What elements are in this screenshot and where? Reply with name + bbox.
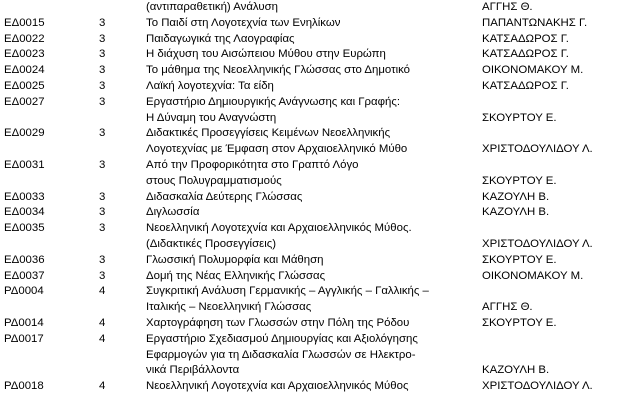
- course-code: ΡΔ0014: [4, 316, 44, 329]
- course-instructor: ΠΑΠΑΝΤΩΝΑΚΗΣ Γ.: [482, 16, 588, 29]
- table-row: [0, 221, 620, 253]
- course-credits: 4: [99, 316, 106, 329]
- course-code: ΕΔ0015: [4, 16, 45, 29]
- course-code: ΕΔ0027: [4, 95, 45, 108]
- course-credits: 4: [99, 380, 106, 393]
- course-credits: 3: [99, 158, 106, 171]
- course-code: ΕΔ0022: [4, 32, 45, 45]
- course-code: ΡΔ0018: [4, 380, 44, 393]
- course-credits: 3: [99, 206, 106, 219]
- course-code: ΕΔ0036: [4, 253, 45, 266]
- course-title-line: Νεοελληνική Λογοτεχνία και Αρχαιοελληνικός Μύθος: [146, 380, 409, 393]
- course-instructor: ΟΙΚΟΝΟΜΑΚΟΥ Μ.: [482, 269, 584, 282]
- table-row: [0, 332, 620, 379]
- table-row: [0, 63, 620, 79]
- table-row: [0, 16, 620, 32]
- course-code: ΕΔ0034: [4, 206, 45, 219]
- course-credits: 3: [99, 190, 106, 203]
- course-instructor: ΟΙΚΟΝΟΜΑΚΟΥ Μ.: [482, 64, 584, 77]
- course-instructor: ΚΑΤΣΑΔΩΡΟΣ Γ.: [482, 32, 569, 45]
- course-code: ΡΔ0004: [4, 285, 44, 298]
- course-title: [146, 79, 476, 95]
- table-row: [0, 47, 620, 63]
- course-code: ΕΔ0029: [4, 127, 45, 140]
- course-instructor: ΧΡΙΣΤΟΔΟΥΛΙΔΟΥ Λ.: [482, 143, 593, 156]
- course-credits: 3: [99, 269, 106, 282]
- course-code: ΕΔ0025: [4, 79, 45, 92]
- table-row: [0, 0, 620, 16]
- course-credits: 3: [99, 48, 106, 61]
- table-row: [0, 379, 620, 395]
- course-title: [146, 95, 476, 127]
- course-code: ΕΔ0024: [4, 64, 45, 77]
- course-instructor: ΚΑΖΟΥΛΗ Β.: [482, 364, 550, 377]
- course-instructor: ΚΑΖΟΥΛΗ Β.: [482, 206, 550, 219]
- course-instructor: ΣΚΟΥΡΤΟΥ Ε.: [482, 174, 557, 187]
- course-title: [146, 32, 476, 48]
- course-title: [146, 221, 476, 253]
- course-title-line: Γλωσσική Πολυμορφία και Μάθηση: [146, 253, 324, 266]
- table-row: [0, 284, 620, 316]
- table-row: [0, 126, 620, 158]
- course-instructor: ΚΑΤΣΑΔΩΡΟΣ Γ.: [482, 79, 569, 92]
- course-title-line: Εργαστήριο Σχεδιασμού Δημιουργίας και Αξιολόγησης: [146, 332, 418, 345]
- table-row: [0, 253, 620, 269]
- course-title-line: Λαϊκή λογοτεχνία: Τα είδη: [146, 79, 274, 92]
- table-row: [0, 158, 620, 190]
- course-title-line: Η διάχυση του Αισώπειου Μύθου στην Ευρώπη: [146, 48, 386, 61]
- table-row: [0, 205, 620, 221]
- course-code: ΡΔ0017: [4, 332, 44, 345]
- course-title-line: Εφαρμογών για τη Διδασκαλία Γλωσσών σε Ηλεκτρο-: [146, 348, 416, 361]
- course-title-line: Νεοελληνική Λογοτεχνία και Αρχαιοελληνικός Μύθος.: [146, 222, 412, 235]
- course-code: ΕΔ0033: [4, 190, 45, 203]
- course-instructor: ΧΡΙΣΤΟΔΟΥΛΙΔΟΥ Λ.: [482, 380, 593, 393]
- course-title-line: Από την Προφορικότητα στο Γραπτό Λόγο: [146, 158, 359, 171]
- course-title: [146, 0, 476, 16]
- course-instructor: ΣΚΟΥΡΤΟΥ Ε.: [482, 253, 557, 266]
- course-title: [146, 316, 476, 332]
- course-title: [146, 158, 476, 190]
- course-title-line: Εργαστήριο Δημιουργικής Ανάγνωσης και Γραφής:: [146, 95, 400, 108]
- course-credits: 3: [99, 64, 106, 77]
- course-code: ΕΔ0035: [4, 222, 45, 235]
- course-title-line: Το μάθημα της Νεοελληνικής Γλώσσας στο Δημοτικό: [146, 64, 411, 77]
- course-title: [146, 47, 476, 63]
- course-title-line: Το Παιδί στη Λογοτεχνία των Ενηλίκων: [146, 16, 341, 29]
- course-title: [146, 269, 476, 285]
- course-title: [146, 379, 476, 395]
- course-title: [146, 205, 476, 221]
- table-row: [0, 79, 620, 95]
- course-instructor: ΚΑΤΣΑΔΩΡΟΣ Γ.: [482, 48, 569, 61]
- course-title-line: Διδακτικές Προσεγγίσεις Κειμένων Νεοελληνικής: [146, 127, 391, 140]
- course-title-line: (Διδακτικές Προσεγγίσεις): [146, 237, 277, 250]
- course-title-line: Συγκριτική Ανάλυση Γερμανικής – Αγγλικής – Γαλλικής –: [146, 285, 429, 298]
- course-title-line: (αντιπαραθετική) Ανάλυση: [146, 1, 278, 13]
- table-row: [0, 316, 620, 332]
- course-credits: 3: [99, 95, 106, 108]
- course-credits: 3: [99, 32, 106, 45]
- course-title-line: νικά Περιβάλλοντα: [146, 364, 240, 377]
- course-instructor: ΣΚΟΥΡΤΟΥ Ε.: [482, 111, 557, 124]
- course-title-line: Χαρτογράφηση των Γλωσσών στην Πόλη της Ρόδου: [146, 316, 410, 329]
- course-code: ΕΔ0037: [4, 269, 45, 282]
- table-row: [0, 190, 620, 206]
- course-title-line: Παιδαγωγικά της Λαογραφίας: [146, 32, 295, 45]
- course-credits: 4: [99, 332, 106, 345]
- course-title: [146, 332, 476, 379]
- course-credits: 3: [99, 253, 106, 266]
- course-title-line: Διγλωσσία: [146, 206, 200, 219]
- course-title: [146, 190, 476, 206]
- course-credits: 3: [99, 127, 106, 140]
- course-instructor: ΣΚΟΥΡΤΟΥ Ε.: [482, 316, 557, 329]
- course-title-line: Ιταλικής – Νεοελληνική Γλώσσας: [146, 301, 312, 314]
- course-title: [146, 63, 476, 79]
- course-instructor: ΑΓΓΗΣ Θ.: [482, 1, 533, 13]
- course-credits: 3: [99, 79, 106, 92]
- course-title-line: Η Δύναμη του Αναγνώστη: [146, 111, 277, 124]
- course-credits: 3: [99, 16, 106, 29]
- table-row: [0, 32, 620, 48]
- table-row: [0, 95, 620, 127]
- course-title: [146, 126, 476, 158]
- course-credits: 4: [99, 285, 106, 298]
- course-code: ΕΔ0031: [4, 158, 45, 171]
- course-title-line: στους Πολυγραμματισμούς: [146, 174, 282, 187]
- table-row: [0, 269, 620, 285]
- course-title: [146, 284, 476, 316]
- course-code: ΕΔ0023: [4, 48, 45, 61]
- course-title-line: Λογοτεχνίας με Έμφαση στον Αρχαιοελληνικό Μύθο: [146, 143, 408, 156]
- course-title: [146, 16, 476, 32]
- course-instructor: ΧΡΙΣΤΟΔΟΥΛΙΔΟΥ Λ.: [482, 237, 593, 250]
- course-instructor: ΚΑΖΟΥΛΗ Β.: [482, 190, 550, 203]
- course-credits: 3: [99, 222, 106, 235]
- course-title-line: Διδασκαλία Δεύτερης Γλώσσας: [146, 190, 303, 203]
- course-title: [146, 253, 476, 269]
- course-instructor: ΑΓΓΗΣ Θ.: [482, 301, 533, 314]
- course-title-line: Δομή της Νέας Ελληνικής Γλώσσας: [146, 269, 326, 282]
